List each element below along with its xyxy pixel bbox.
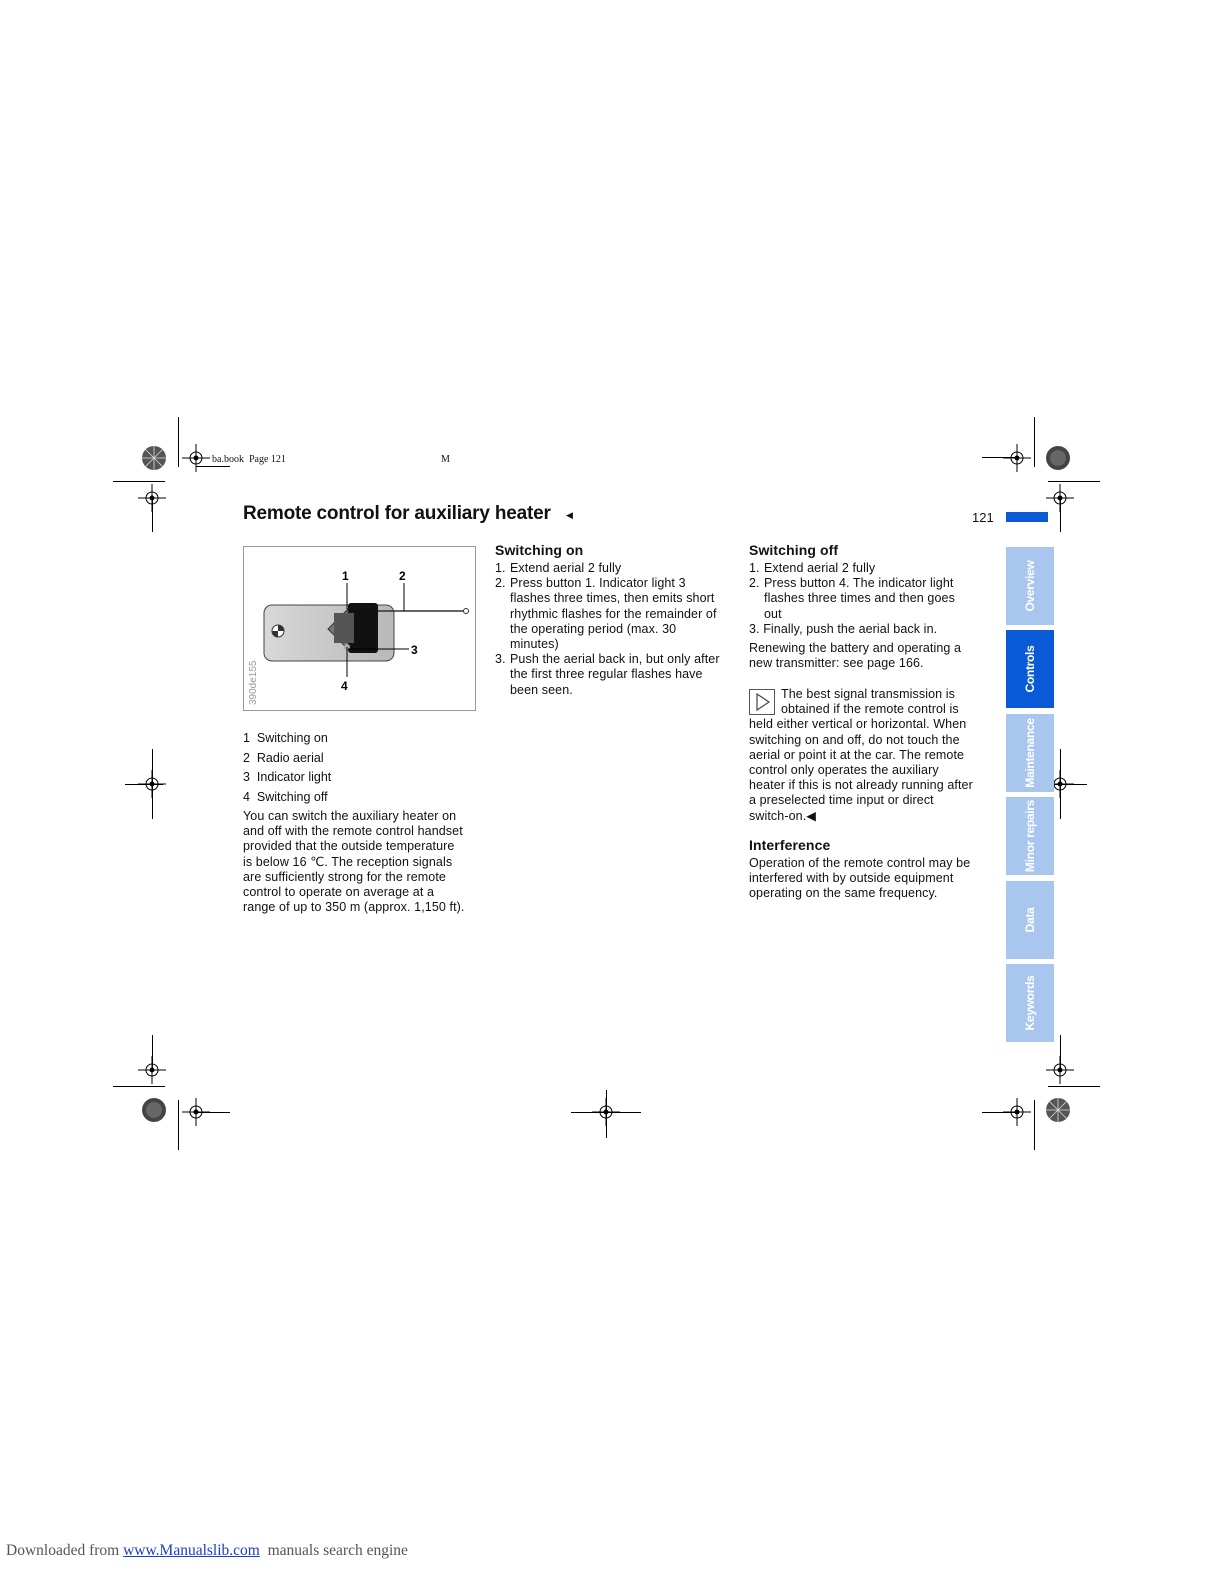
text-line: switching on and off, do not touch the [749,732,960,747]
legend-item: 3 Indicator light [243,770,332,784]
tab-maintenance[interactable] [1006,714,1054,792]
text-line: Press button 4. The indicator light [764,576,954,591]
step-number: 2. [495,576,506,591]
text-line: a preselected time input or direct [749,793,934,808]
switching-on-section [495,541,740,702]
text-line: is below 16 ℃. The reception signals [243,854,453,869]
text-line: range of up to 350 m (approx. 1,150 ft). [243,900,465,915]
list-item [495,576,740,652]
section-heading: Switching on [495,542,584,558]
page-number-bar [1006,512,1048,522]
step-number: 1. [749,561,760,575]
legend-item: 4 Switching off [243,789,328,804]
text-line: and off with the remote control handset [243,824,463,839]
step-number: 2. [749,576,760,591]
legend-item: 1 Switching on [243,731,328,745]
page-number: 121 [972,510,994,525]
tab-keywords[interactable] [1006,964,1054,1042]
figure-legend [243,731,331,809]
text-line: operating on the same frequency. [749,886,938,901]
list-item [749,561,994,576]
text-line: Extend aerial 2 fully [764,561,876,575]
interference-section [749,836,994,902]
text-line: obtained if the remote control is [781,702,959,717]
text-line: Push the aerial back in, but only after [510,652,720,667]
text-line: flashes three times, then emits short [510,591,715,606]
text-line: aerial or point it at the car. The remote [749,747,965,762]
renewing-paragraph [749,641,994,671]
tab-label: Data [1023,907,1037,933]
switching-off-section [749,541,994,675]
tab-label: Keywords [1023,975,1037,1031]
text-line: interfered with by outside equipment [749,871,954,886]
intro-paragraph [243,809,488,915]
text-line: out [764,606,782,621]
tab-overview[interactable] [1006,547,1054,625]
text-line: Extend aerial 2 fully [510,561,622,575]
list-item [495,652,740,698]
footer-prefix: Downloaded from [6,1542,124,1559]
section-heading: Switching off [749,542,839,558]
text-line: The best signal transmission is [781,687,956,701]
end-mark-icon: ◀ [566,510,573,520]
tab-label: Maintenance [1023,718,1037,788]
text-line: the first three regular flashes have [510,667,703,682]
remote-control-figure [243,546,476,711]
list-item [749,576,994,622]
text-line: provided that the outside temperature [243,839,455,854]
text-line: heater if this is not already running after [749,778,973,793]
remote-control-illustration [244,547,475,710]
text-line: switch-on.◀ [749,808,816,823]
text-line: are sufficiently strong for the remote [243,869,446,884]
crosshair-icon [1003,444,1031,472]
registration-target-icon [1044,444,1072,472]
text-line: control to operate on average at a [243,885,435,900]
text-line: control only operates the auxiliary [749,763,939,778]
list-item [495,561,740,576]
callout-2: 2 [399,569,406,583]
text-line: new transmitter: see page 166. [749,656,924,671]
legend-item: 2 Radio aerial [243,750,324,765]
text-line: Renewing the battery and operating a [749,641,962,656]
text-line: been seen. [510,682,573,697]
text-line: Operation of the remote control may be [749,856,971,870]
figure-code: 390de155 [248,660,259,705]
print-marker: M [441,454,450,465]
crosshair-icon [182,444,210,472]
registration-target-icon [140,444,168,472]
steps-list [749,561,994,622]
text-line: flashes three times and then goes [764,591,955,606]
callout-3: 3 [411,643,418,657]
tab-controls[interactable] [1006,630,1054,708]
step-number: 1. [495,561,506,575]
text-line: the operating period (max. 30 [510,621,677,636]
tab-minor-repairs[interactable] [1006,797,1054,875]
callout-1: 1 [342,569,349,583]
text-line: You can switch the auxiliary heater on [243,809,457,823]
download-footer [6,1542,408,1560]
tab-label: Minor repairs [1023,799,1037,873]
final-step: 3. Finally, push the aerial back in. [749,621,938,636]
footer-suffix: manuals search engine [259,1542,408,1559]
text-line: held either vertical or horizontal. When [749,717,967,732]
step-number: 3. [495,652,506,667]
note-paragraph [749,687,994,824]
callout-4: 4 [341,679,348,693]
tab-label: Overview [1023,560,1037,612]
manualslib-link[interactable]: www.Manualslib.com [123,1542,260,1559]
text-line: Press button 1. Indicator light 3 [510,576,686,591]
text-line: minutes) [510,637,559,652]
book-reference: ba.book Page 121 [212,454,286,465]
registration-target-icon [1044,1096,1072,1124]
tab-data[interactable] [1006,881,1054,959]
text-line: rhythmic flashes for the remainder of [510,606,717,621]
section-heading: Interference [749,837,831,853]
registration-target-icon [140,1096,168,1124]
steps-list [495,561,740,698]
page-title: Remote control for auxiliary heater [243,503,551,524]
tab-label: Controls [1023,645,1037,693]
